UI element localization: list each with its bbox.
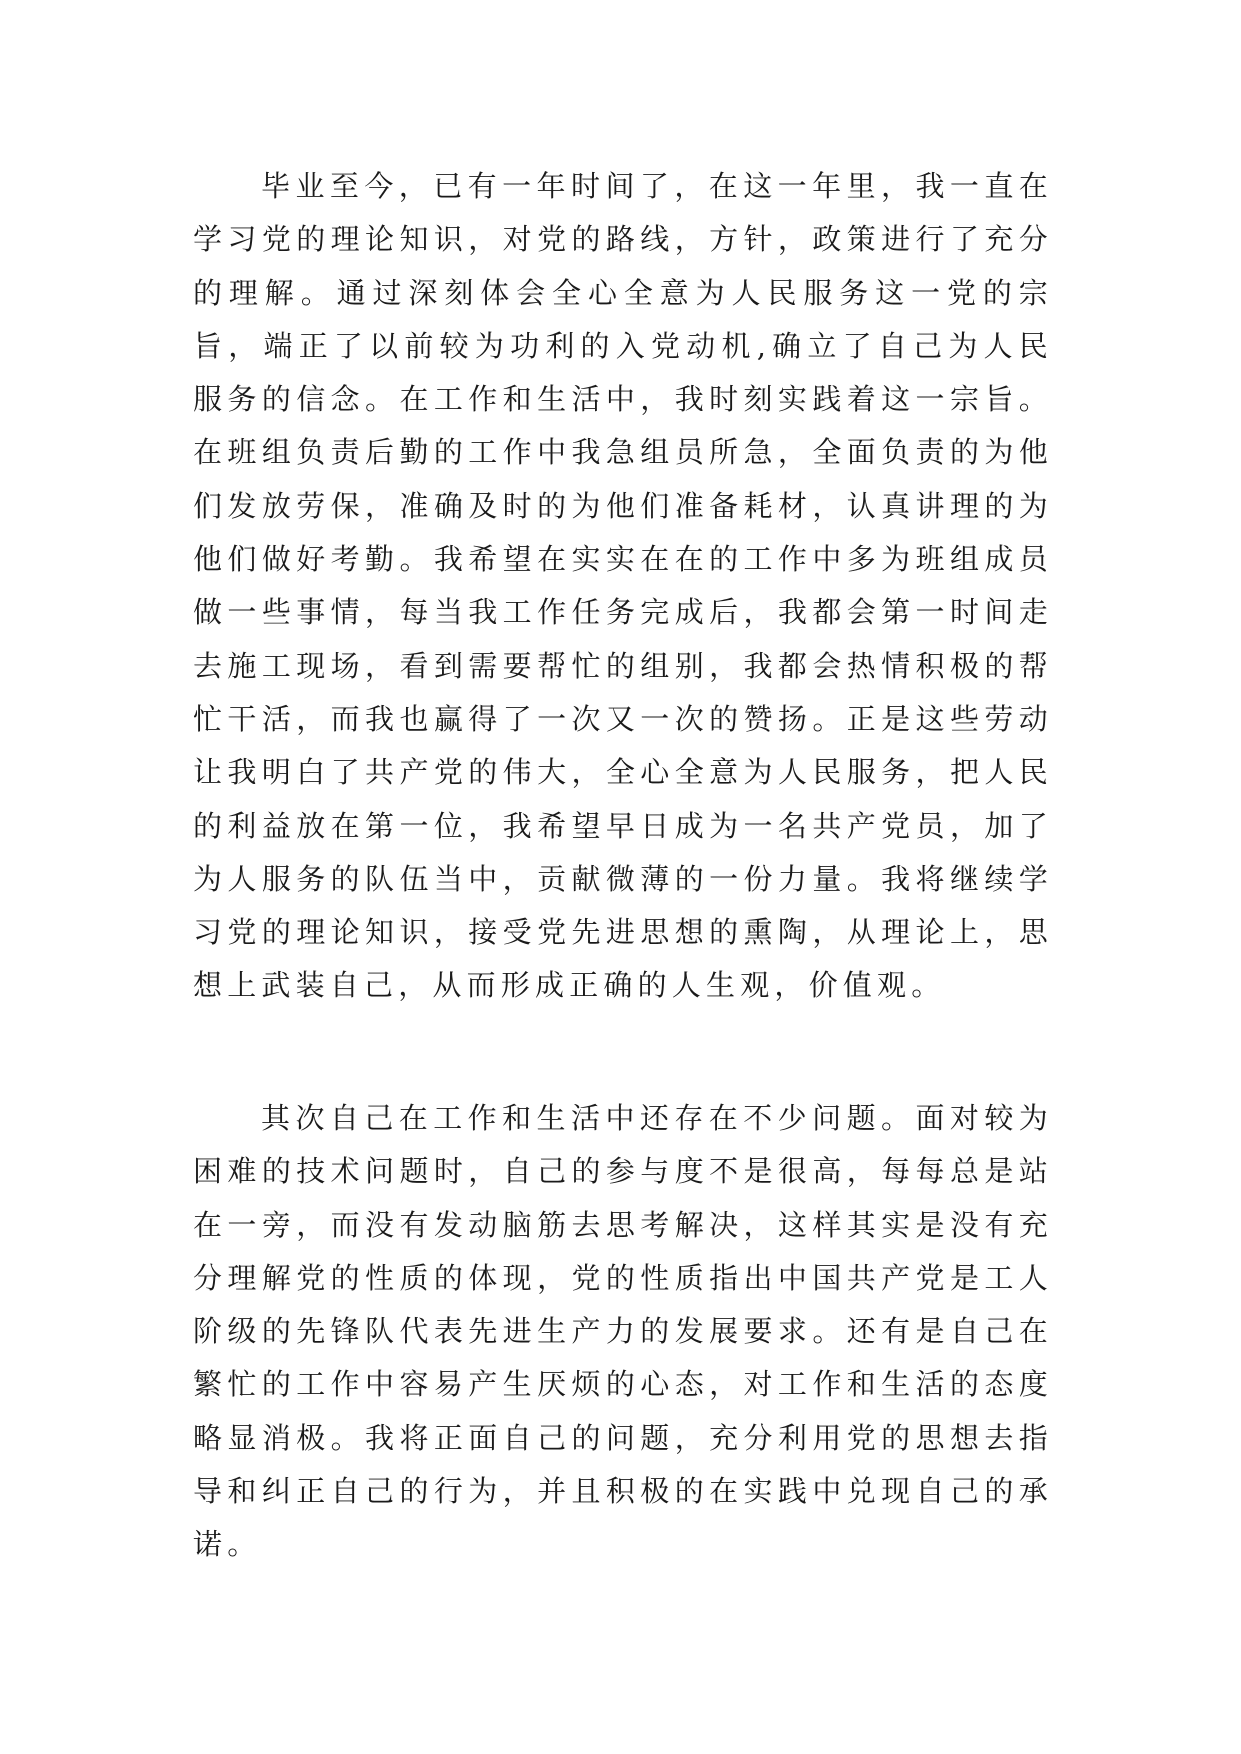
paragraph-2: 其次自己在工作和生活中还存在不少问题。面对较为困难的技术问题时，自己的参与度不是很高，每每总是站在一旁，而没有发动脑筋去思考解决，这样其实是没有充分理解党的性质的体现，党的性质指出中国共产党是工人阶级的先锋队代表先进生产力的发展要求。还有是自己在繁忙的工作中容易产生厌烦的心态，对工作和生活的态度略显消极。我将正面自己的问题，充分利用党的思想去指导和纠正自己的行为，并且积极的在实践中兑现自己的承诺。 (193, 1101, 1053, 1562)
paragraph-1: 毕业至今，已有一年时间了，在这一年里，我一直在学习党的理论知识，对党的路线，方针，政策进行了充分的理解。通过深刻体会全心全意为人民服务这一党的宗旨，端正了以前较为功利的入党动机,确立了自己为人民服务的信念。在工作和生活中，我时刻实践着这一宗旨。在班组负责后勤的工作中我急组员所急，全面负责的为他们发放劳保，准确及时的为他们准备耗材，认真讲理的为他们做好考勤。我希望在实实在在的工作中多为班组成员做一些事情，每当我工作任务完成后，我都会第一时间走去施工现场，看到需要帮忙的组别，我都会热情积极的帮忙干活，而我也赢得了一次又一次的赞扬。正是这些劳动让我明白了共产党的伟大，全心全意为人民服务，把人民的利益放在第一位，我希望早日成为一名共产党员，加了为人服务的队伍当中，贡献微薄的一份力量。我将继续学习党的理论知识，接受党先进思想的熏陶，从理论上，思想上武装自己，从而形成正确的人生观，价值观。 (193, 169, 1053, 1003)
